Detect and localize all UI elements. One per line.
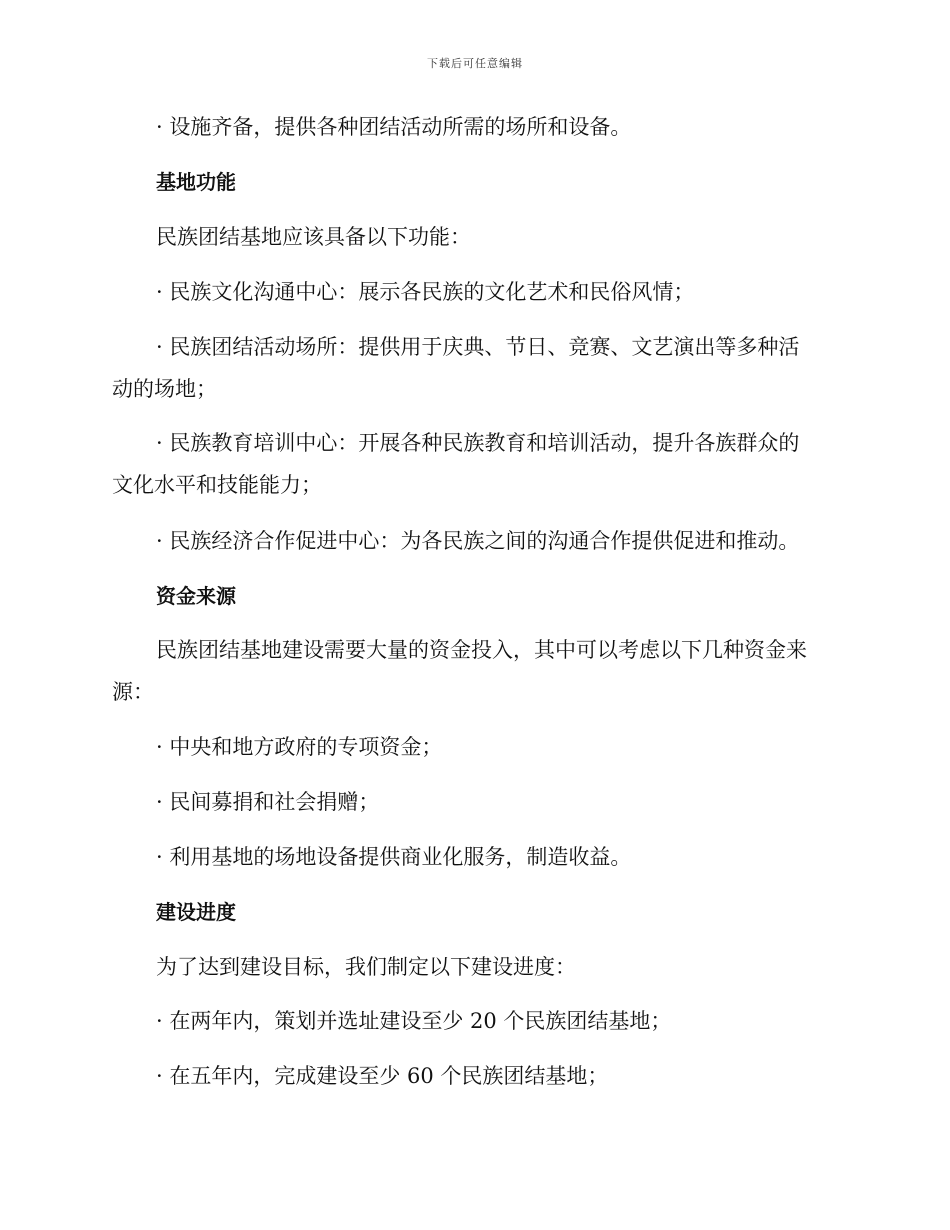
heading-base-functions: 基地功能 — [156, 170, 236, 194]
paragraph-funding-intro-line1: 民族团结基地建设需要大量的资金投入，其中可以考虑以下几种资金来 — [156, 638, 807, 662]
bullet-five-year-goal: · 在五年内，完成建设至少 60 个民族团结基地； — [156, 1064, 609, 1088]
paragraph-schedule-intro: 为了达到建设目标，我们制定以下建设进度： — [156, 955, 576, 979]
bullet-donations: · 民间募捐和社会捐赠； — [156, 790, 380, 814]
bullet-activity-venue-line1: · 民族团结活动场所：提供用于庆典、节日、竞赛、文艺演出等多种活 — [156, 335, 800, 359]
bullet-education-center-line1: · 民族教育培训中心：开展各种民族教育和培训活动，提升各族群众的 — [156, 431, 800, 455]
bullet-education-center-line2: 文化水平和技能能力； — [112, 473, 322, 497]
heading-construction-schedule: 建设进度 — [156, 900, 236, 924]
page-header: 下载后可任意编辑 — [427, 57, 523, 70]
bullet-government-funds: · 中央和地方政府的专项资金； — [156, 735, 443, 759]
bullet-economic-center: · 民族经济合作促进中心：为各民族之间的沟通合作提供促进和推动。 — [156, 529, 800, 553]
bullet-facilities: · 设施齐备，提供各种团结活动所需的场所和设备。 — [156, 115, 632, 139]
bullet-culture-center: · 民族文化沟通中心：展示各民族的文化艺术和民俗风情； — [156, 280, 695, 304]
paragraph-funding-intro-line2: 源： — [112, 680, 154, 704]
heading-funding-sources: 资金来源 — [156, 584, 236, 608]
bullet-two-year-goal: · 在两年内，策划并选址建设至少 20 个民族团结基地； — [156, 1009, 672, 1033]
bullet-commercial-services: · 利用基地的场地设备提供商业化服务，制造收益。 — [156, 845, 632, 869]
paragraph-functions-intro: 民族团结基地应该具备以下功能： — [156, 225, 471, 249]
bullet-activity-venue-line2: 动的场地； — [112, 377, 217, 401]
